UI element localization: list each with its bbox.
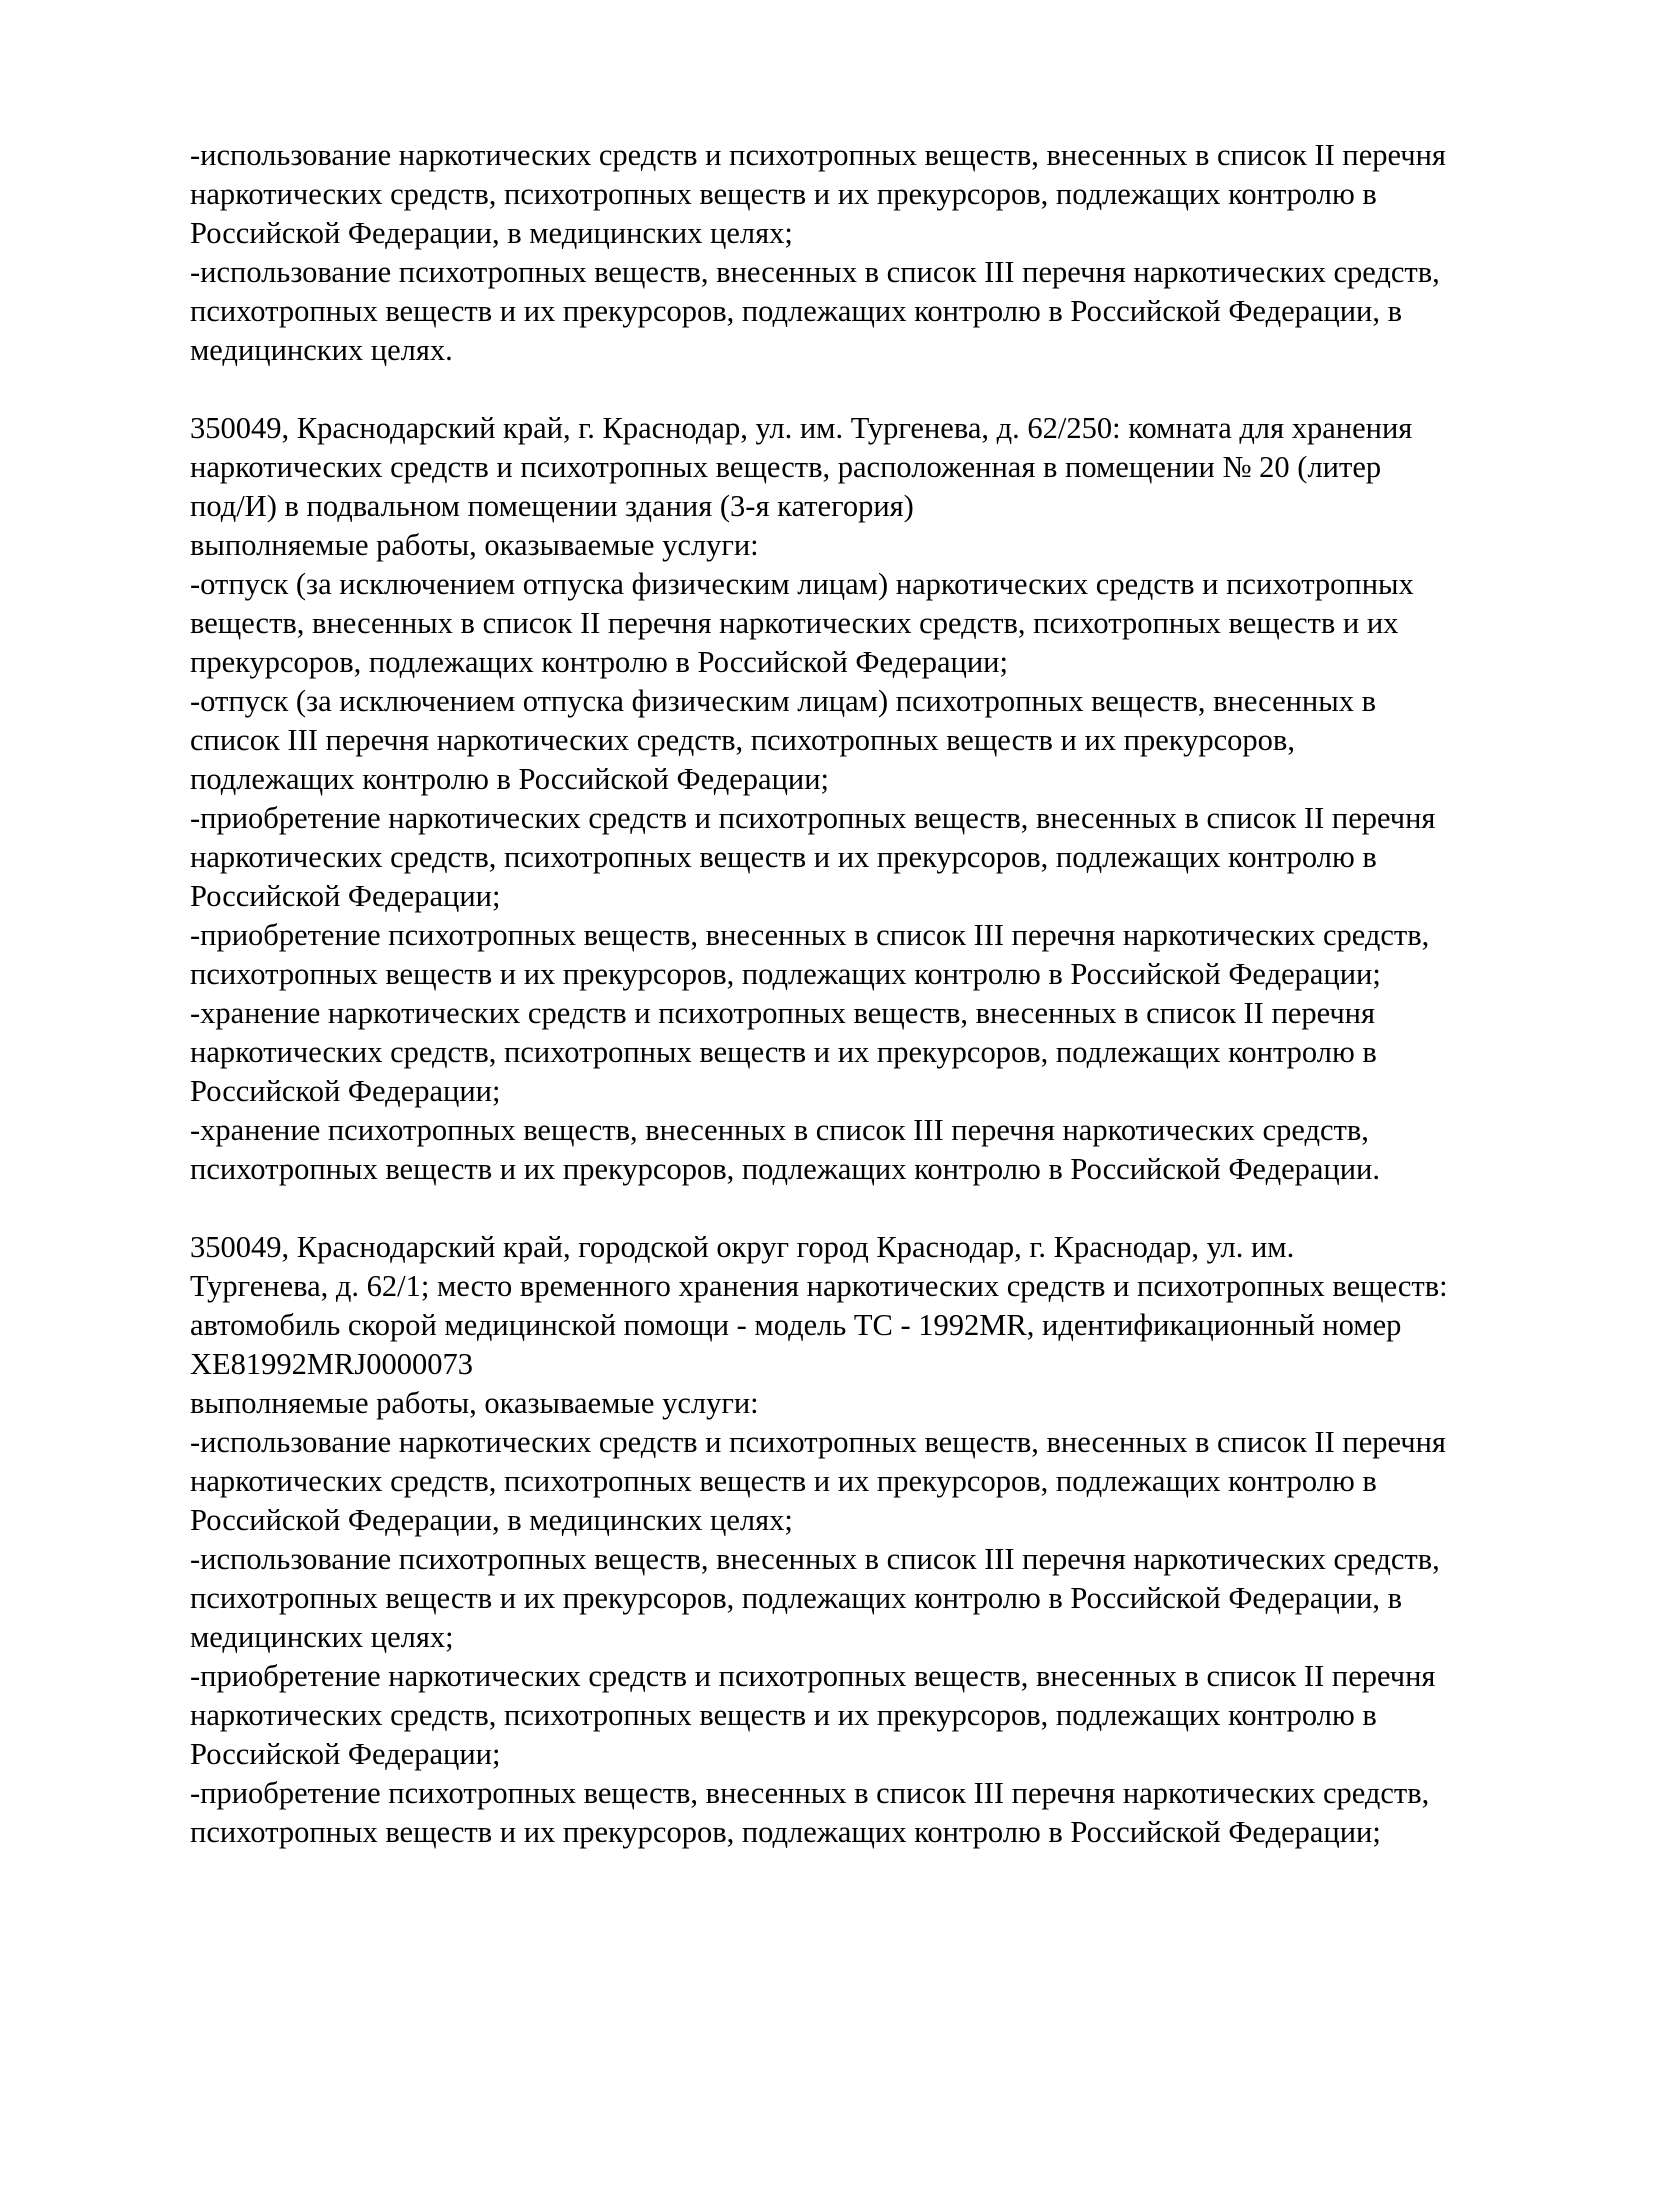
address-line: 350049, Краснодарский край, г. Краснодар, ул. им. Тургенева, д. 62/250: комната для хранения bbox=[190, 411, 1413, 445]
text-line: Российской Федерации, в медицинских целях; bbox=[190, 1503, 793, 1537]
text-line: наркотических средств и психотропных веществ, расположенная в помещении № 20 (литер bbox=[190, 450, 1382, 484]
address-line: 350049, Краснодарский край, городской округ город Краснодар, г. Краснодар, ул. им. bbox=[190, 1230, 1295, 1264]
text-line: -отпуск (за исключением отпуска физическим лицам) психотропных веществ, внесенных в bbox=[190, 684, 1377, 718]
text-line: психотропных веществ и их прекурсоров, подлежащих контролю в Российской Федерации; bbox=[190, 1815, 1381, 1849]
paragraph-block-2 bbox=[190, 409, 1590, 1189]
text-line: -отпуск (за исключением отпуска физическим лицам) наркотических средств и психотропных bbox=[190, 567, 1414, 601]
text-line: -использование психотропных веществ, внесенных в список III перечня наркотических средств, bbox=[190, 1542, 1440, 1576]
text-line: -использование наркотических средств и психотропных веществ, внесенных в список II перечня bbox=[190, 1425, 1446, 1459]
text-line: подлежащих контролю в Российской Федерации; bbox=[190, 762, 830, 796]
text-line: Российской Федерации; bbox=[190, 1074, 501, 1108]
text-line: психотропных веществ и их прекурсоров, подлежащих контролю в Российской Федерации; bbox=[190, 957, 1381, 991]
paragraph-spacer bbox=[190, 1189, 1590, 1228]
text-line: психотропных веществ и их прекурсоров, подлежащих контролю в Российской Федерации. bbox=[190, 1152, 1381, 1186]
paragraph-block-3 bbox=[190, 1228, 1590, 1852]
paragraph-spacer bbox=[190, 370, 1590, 409]
text-line: -использование наркотических средств и психотропных веществ, внесенных в список II перечня bbox=[190, 138, 1446, 172]
text-line: -приобретение наркотических средств и психотропных веществ, внесенных в список II перечня bbox=[190, 1659, 1436, 1693]
services-heading: выполняемые работы, оказываемые услуги: bbox=[190, 1386, 759, 1420]
text-line: список III перечня наркотических средств, психотропных веществ и их прекурсоров, bbox=[190, 723, 1295, 757]
text-line: -приобретение психотропных веществ, внесенных в список III перечня наркотических средств, bbox=[190, 918, 1430, 952]
text-line: -приобретение психотропных веществ, внесенных в список III перечня наркотических средств, bbox=[190, 1776, 1430, 1810]
text-line: Российской Федерации; bbox=[190, 1737, 501, 1771]
text-line: Тургенева, д. 62/1; место временного хранения наркотических средств и психотропных веществ: bbox=[190, 1269, 1448, 1303]
text-line: наркотических средств, психотропных веществ и их прекурсоров, подлежащих контролю в bbox=[190, 840, 1377, 874]
text-line: медицинских целях. bbox=[190, 333, 453, 367]
text-line: психотропных веществ и их прекурсоров, подлежащих контролю в Российской Федерации, в bbox=[190, 294, 1403, 328]
text-line: -приобретение наркотических средств и психотропных веществ, внесенных в список II перечня bbox=[190, 801, 1436, 835]
text-line: Российской Федерации, в медицинских целях; bbox=[190, 216, 793, 250]
text-line: автомобиль скорой медицинской помощи - модель ТС - 1992MR, идентификационный номер bbox=[190, 1308, 1402, 1342]
services-heading: выполняемые работы, оказываемые услуги: bbox=[190, 528, 759, 562]
text-line: веществ, внесенных в список II перечня наркотических средств, психотропных веществ и их bbox=[190, 606, 1399, 640]
text-line: прекурсоров, подлежащих контролю в Российской Федерации; bbox=[190, 645, 1008, 679]
text-line: Российской Федерации; bbox=[190, 879, 501, 913]
text-line: наркотических средств, психотропных веществ и их прекурсоров, подлежащих контролю в bbox=[190, 177, 1377, 211]
text-line: -хранение наркотических средств и психотропных веществ, внесенных в список II перечня bbox=[190, 996, 1376, 1030]
text-line: медицинских целях; bbox=[190, 1620, 454, 1654]
text-line: -хранение психотропных веществ, внесенных в список III перечня наркотических средств, bbox=[190, 1113, 1369, 1147]
text-line: наркотических средств, психотропных веществ и их прекурсоров, подлежащих контролю в bbox=[190, 1464, 1377, 1498]
text-line: -использование психотропных веществ, внесенных в список III перечня наркотических средств, bbox=[190, 255, 1440, 289]
document-body bbox=[190, 136, 1590, 1852]
paragraph-block-1 bbox=[190, 136, 1590, 370]
text-line: психотропных веществ и их прекурсоров, подлежащих контролю в Российской Федерации, в bbox=[190, 1581, 1403, 1615]
text-line: наркотических средств, психотропных веществ и их прекурсоров, подлежащих контролю в bbox=[190, 1035, 1377, 1069]
text-line: под/И) в подвальном помещении здания (3-я категория) bbox=[190, 489, 914, 523]
vehicle-id-line: XE81992MRJ0000073 bbox=[190, 1347, 473, 1381]
text-line: наркотических средств, психотропных веществ и их прекурсоров, подлежащих контролю в bbox=[190, 1698, 1377, 1732]
